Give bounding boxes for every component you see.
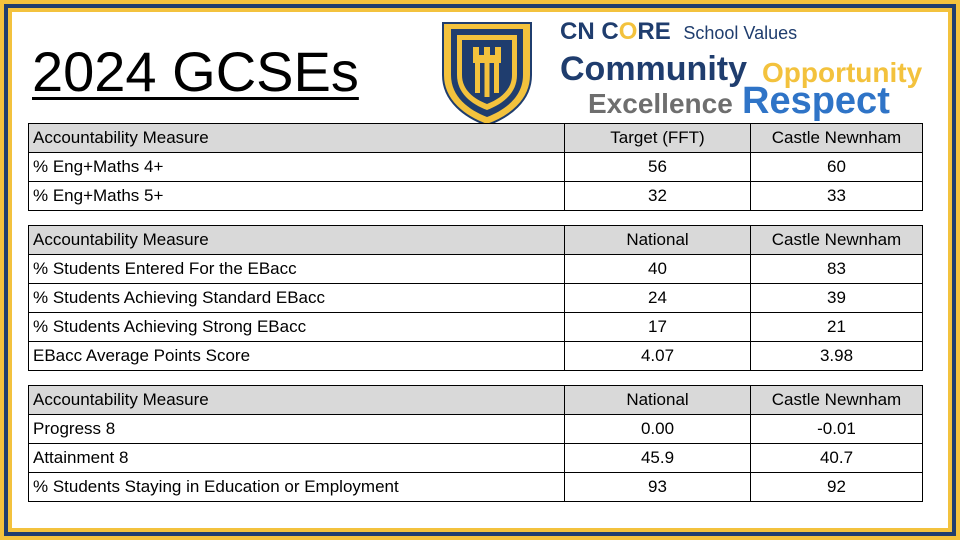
header-target: Target (FFT) (565, 124, 751, 153)
table-header-row (29, 386, 923, 415)
table-row (29, 415, 923, 444)
slide-content (12, 12, 948, 528)
table-row (29, 255, 923, 284)
school-cell: 3.98 (751, 342, 923, 371)
header-school: Castle Newnham (751, 226, 923, 255)
header-school: Castle Newnham (751, 386, 923, 415)
page-title: 2024 GCSEs (32, 40, 359, 103)
table-fft-targets (28, 123, 923, 211)
header-measure: Accountability Measure (29, 124, 565, 153)
school-crest-logo (439, 19, 535, 127)
cn-core-heading: CN CORE School Values (560, 18, 798, 45)
table-header-row (29, 124, 923, 153)
table-row (29, 342, 923, 371)
measure-cell: Progress 8 (29, 415, 565, 444)
header-national: National (565, 386, 751, 415)
table-row (29, 473, 923, 502)
table-row (29, 444, 923, 473)
school-values-banner (560, 12, 950, 122)
table-row (29, 153, 923, 182)
header-measure: Accountability Measure (29, 226, 565, 255)
school-cell: 60 (751, 153, 923, 182)
measure-cell: % Students Entered For the EBacc (29, 255, 565, 284)
value-opportunity: Opportunity (762, 57, 923, 88)
target-cell: 32 (565, 182, 751, 211)
school-cell: 92 (751, 473, 923, 502)
table-progress (28, 385, 923, 502)
measure-cell: % Students Achieving Strong EBacc (29, 313, 565, 342)
national-cell: 0.00 (565, 415, 751, 444)
measure-cell: % Eng+Maths 4+ (29, 153, 565, 182)
national-cell: 93 (565, 473, 751, 502)
header-national: National (565, 226, 751, 255)
value-respect: Respect (742, 80, 890, 122)
value-community: Community (560, 50, 747, 88)
value-excellence: Excellence (588, 88, 733, 119)
table-row (29, 182, 923, 211)
school-cell: 40.7 (751, 444, 923, 473)
table-row (29, 284, 923, 313)
table-header-row (29, 226, 923, 255)
national-cell: 17 (565, 313, 751, 342)
measure-cell: % Eng+Maths 5+ (29, 182, 565, 211)
national-cell: 4.07 (565, 342, 751, 371)
measure-cell: EBacc Average Points Score (29, 342, 565, 371)
measure-cell: Attainment 8 (29, 444, 565, 473)
table-row (29, 313, 923, 342)
target-cell: 56 (565, 153, 751, 182)
measure-cell: % Students Staying in Education or Employment (29, 473, 565, 502)
school-cell: 83 (751, 255, 923, 284)
school-cell: 39 (751, 284, 923, 313)
header-measure: Accountability Measure (29, 386, 565, 415)
measure-cell: % Students Achieving Standard EBacc (29, 284, 565, 313)
table-ebacc (28, 225, 923, 371)
header-school: Castle Newnham (751, 124, 923, 153)
school-cell: 21 (751, 313, 923, 342)
national-cell: 40 (565, 255, 751, 284)
national-cell: 24 (565, 284, 751, 313)
national-cell: 45.9 (565, 444, 751, 473)
school-cell: -0.01 (751, 415, 923, 444)
school-cell: 33 (751, 182, 923, 211)
